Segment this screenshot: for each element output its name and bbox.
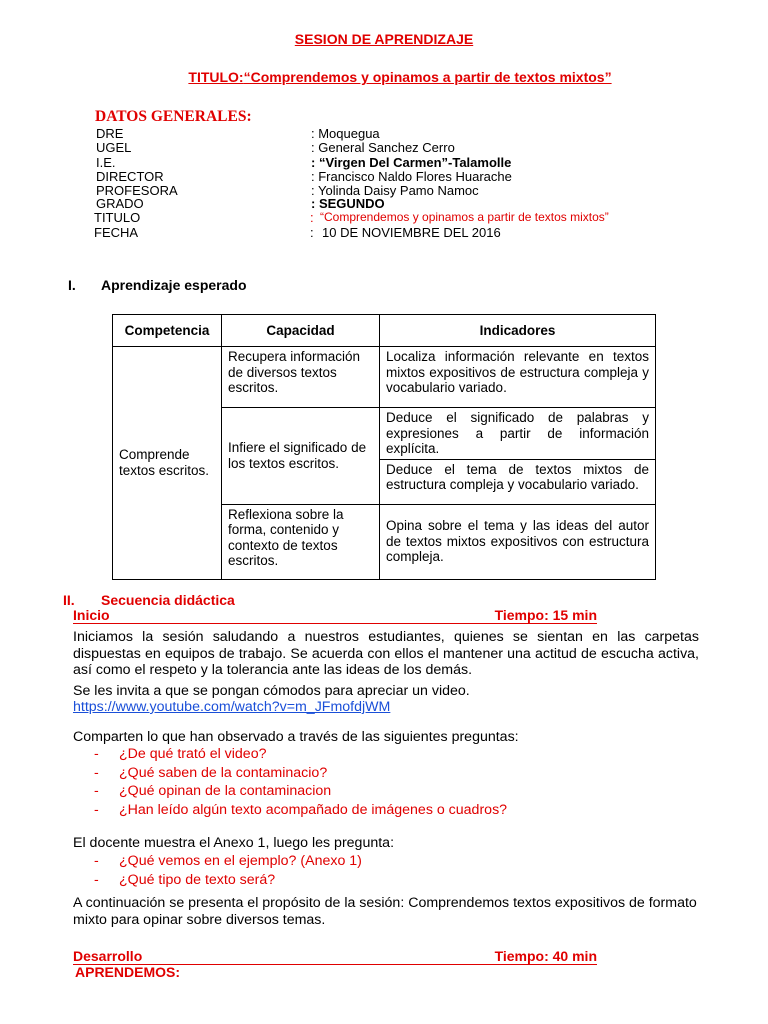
list-item — [94, 745, 507, 764]
question-text: ¿Qué vemos en el ejemplo? (Anexo 1) — [119, 853, 362, 869]
list-item — [94, 852, 362, 871]
session-title-label: TITULO: — [188, 69, 244, 85]
table-row — [113, 347, 656, 408]
document-title: SESION DE APRENDIZAJE — [294, 31, 474, 47]
aprendemos-heading: APRENDEMOS: — [75, 964, 181, 980]
capacidad-cell: Recupera información de diversos textos escritos. — [222, 347, 380, 408]
competencia-cell: Comprende textos escritos. — [113, 347, 222, 580]
dash-bullet: - — [94, 871, 99, 888]
anexo-paragraph: El docente muestra el Anexo 1, luego les pregunta: — [73, 835, 395, 851]
questions-intro: Comparten lo que han observado a través de las siguientes preguntas: — [73, 729, 519, 745]
indicador-cell: Deduce el tema de textos mixtos de estructura compleja y vocabulario variado. — [380, 459, 656, 504]
datos-value: : “Virgen Del Carmen”-Talamolle — [311, 155, 512, 170]
datos-value: : Francisco Naldo Flores Huarache — [311, 169, 512, 184]
list-item — [94, 782, 507, 801]
capacidad-cell: Infiere el significado de los textos escritos. — [222, 408, 380, 505]
dash-bullet: - — [94, 853, 99, 869]
dash-bullet: - — [94, 746, 99, 762]
section-1-title: Aprendizaje esperado — [101, 277, 247, 293]
datos-value: 10 DE NOVIEMBRE DEL 2016 — [322, 225, 501, 240]
datos-label: TITULO — [94, 210, 141, 225]
datos-label: GRADO — [96, 196, 144, 211]
list-item — [94, 871, 362, 890]
aprendizaje-table — [112, 314, 656, 580]
datos-value: : Moquegua — [311, 126, 380, 141]
datos-label: FECHA — [94, 225, 139, 240]
desarrollo-label: Desarrollo — [73, 948, 143, 964]
table-header: Competencia — [113, 315, 222, 347]
anexo-questions-list — [94, 852, 362, 889]
section-2-number: II. — [63, 592, 75, 608]
inicio-label: Inicio — [73, 607, 110, 623]
desarrollo-time: Tiempo: 40 min — [494, 948, 597, 964]
section-2-title: Secuencia didáctica — [101, 592, 235, 608]
session-title-text: “Comprendemos y opinamos a partir de textos mixtos” — [243, 69, 612, 85]
video-link[interactable]: https://www.youtube.com/watch?v=m_JFmofdjWM — [73, 699, 391, 715]
datos-colon: : — [310, 210, 314, 225]
inicio-row — [73, 607, 597, 624]
datos-value: : SEGUNDO — [311, 196, 385, 211]
session-title — [0, 69, 768, 85]
datos-value: “Comprendemos y opinamos a partir de textos mixtos” — [320, 210, 609, 224]
datos-value: : General Sanchez Cerro — [311, 140, 455, 155]
indicador-cell: Opina sobre el tema y las ideas del autor de textos mixtos expositivos con estructura compleja. — [380, 504, 656, 579]
indicador-cell: Localiza información relevante en textos mixtos expositivos de estructura compleja y vocabulario variado. — [380, 347, 656, 408]
section-2-heading — [63, 592, 235, 608]
table-header: Capacidad — [222, 315, 380, 347]
table-header-row — [113, 315, 656, 347]
dash-bullet: - — [94, 801, 99, 818]
datos-label: DIRECTOR — [96, 169, 164, 184]
dash-bullet: - — [94, 783, 99, 799]
question-text: ¿Qué opinan de la contaminacion — [119, 783, 332, 799]
datos-label: PROFESORA — [96, 183, 178, 198]
question-text: ¿Han leído algún texto acompañado de imágenes o cuadros? — [119, 801, 508, 818]
inicio-time: Tiempo: 15 min — [494, 607, 597, 623]
datos-generales-heading: DATOS GENERALES: — [95, 108, 252, 125]
video-paragraph: Se les invita a que se pongan cómodos para apreciar un video. — [73, 683, 470, 699]
datos-label: UGEL — [96, 140, 132, 155]
question-text: ¿Qué tipo de texto será? — [119, 871, 276, 888]
list-item — [94, 764, 507, 783]
questions-list — [94, 745, 507, 819]
proposito-paragraph: A continuación se presenta el propósito de la sesión: Comprendemos textos expositivos de formato mixto para opinar sobre diversos temas. — [73, 895, 697, 928]
list-item — [94, 801, 507, 820]
desarrollo-row — [73, 948, 597, 965]
question-text: ¿De qué trató el video? — [119, 746, 267, 762]
dash-bullet: - — [94, 764, 99, 781]
datos-label: I.E. — [96, 155, 116, 170]
table-header: Indicadores — [380, 315, 656, 347]
section-1-number: I. — [68, 277, 76, 293]
inicio-paragraph: Iniciamos la sesión saludando a nuestros estudiantes, quienes se sientan en las carpetas dispuestas en equipos de trabajo. Se acuerda con ellos el mantener una actitud de escucha activa, así como el respeto y la tolerancia ante las ideas de los demás. — [73, 629, 699, 678]
datos-value: : Yolinda Daisy Pamo Namoc — [311, 183, 479, 198]
question-text: ¿Qué saben de la contaminacio? — [119, 764, 328, 781]
indicador-cell: Deduce el significado de palabras y expresiones a partir de información explícita. — [380, 408, 656, 460]
datos-label: DRE — [96, 126, 124, 141]
section-1-heading — [68, 277, 247, 293]
capacidad-cell: Reflexiona sobre la forma, contenido y contexto de textos escritos. — [222, 504, 380, 579]
datos-colon: : — [310, 225, 314, 240]
